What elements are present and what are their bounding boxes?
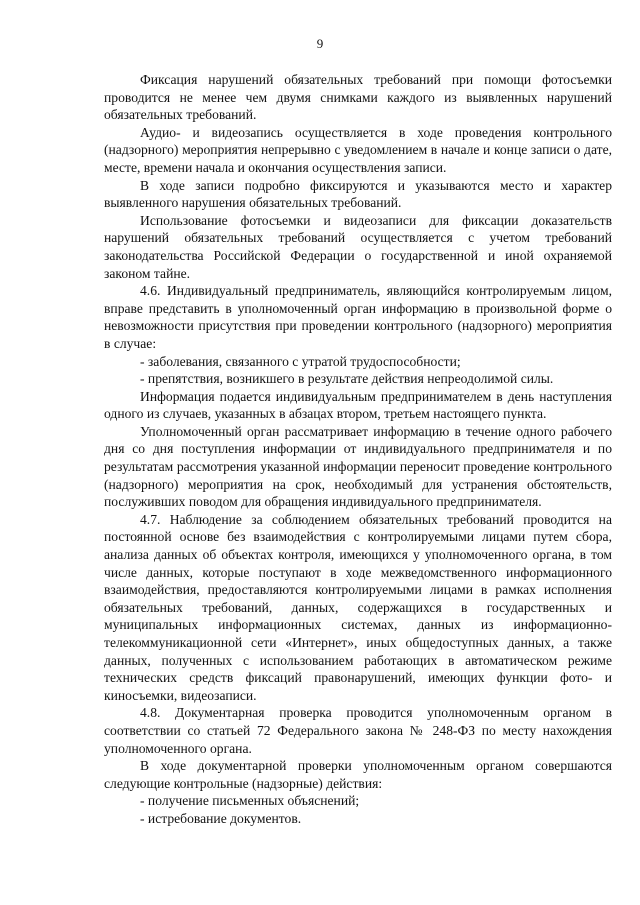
- document-body: [104, 71, 612, 828]
- list-item-force-majeure: - препятствия, возникшего в результате действия непреодолимой силы.: [140, 371, 554, 387]
- paragraph-information-submission: Информация подается индивидуальным предпринимателем в день наступления одного из случаев, указанных в абзацах втором, третьем настоящего пункта.: [104, 388, 612, 422]
- list-item-document-request: - истребование документов.: [140, 810, 302, 826]
- paragraph-audio-video-recording: Аудио- и видеозапись осуществляется в ходе проведения контрольного (надзорного) мероприятия непрерывно с уведомлением в начале и конце записи о дате, месте, времени начала и окончания осуществления записи.: [104, 124, 612, 175]
- paragraph-4-7: 4.7. Наблюдение за соблюдением обязательных требований проводится на постоянной основе без взаимодействия с контролируемыми лицами путем сбора, анализа данных об объектах контроля, имеющихся у уполномоченного органа, в том числе данных, которые поступают в ходе межведомственного информационного взаимодействия, предоставляются контролируемыми лицами в рамках исполнения обязательных требований, данных, содержащихся в государственных и муниципальных информационных системах, данных из информационно-телекоммуникационной сети «Интернет», иных общедоступных данных, а также данных, полученных с использованием работающих в автоматическом режиме технических средств фиксаций правонарушений, имеющих функции фото- и киносъемки, видеозаписи.: [104, 511, 612, 703]
- paragraph-information-review: Уполномоченный орган рассматривает информацию в течение одного рабочего дня со дня поступления информации от индивидуального предпринимателя и по результатам рассмотрения указанной информации переносит проведение контрольного (надзорного) мероприятия на срок, необходимый для устранения обстоятельств, послуживших поводом для обращения индивидуального предпринимателя.: [104, 423, 612, 510]
- page-number: 9: [316, 36, 324, 51]
- paragraph-documentary-check-actions: В ходе документарной проверки уполномоченным органом совершаются следующие контрольные (надзорные) действия:: [104, 758, 612, 791]
- paragraph-4-6: 4.6. Индивидуальный предприниматель, являющийся контролируемым лицом, вправе представить в уполномоченный орган информацию в произвольной форме о невозможности присутствия при проведении контрольного (надзорного) мероприятия в случае:: [104, 283, 612, 351]
- list-item-written-explanations: - получение письменных объяснений;: [140, 793, 360, 809]
- paragraph-4-8: 4.8. Документарная проверка проводится уполномоченным органом в соответствии со статьей 72 Федерального закона № 248-ФЗ по месту нахождения уполномоченного органа.: [104, 705, 612, 756]
- paragraph-secrecy-requirements: Использование фотосъемки и видеозаписи для фиксации доказательств нарушений обязательных требований осуществляется с учетом требований законодательства Российской Федерации о государственной и иной охраняемой законом тайне.: [104, 212, 612, 281]
- paragraph-photo-fixation: Фиксация нарушений обязательных требований при помощи фотосъемки проводится не менее чем двумя снимками каждого из выявленных нарушений обязательных требований.: [104, 72, 612, 123]
- paragraph-record-details: В ходе записи подробно фиксируются и указываются место и характер выявленного нарушения обязательных требований.: [104, 177, 612, 211]
- list-item-illness: - заболевания, связанного с утратой трудоспособности;: [140, 353, 461, 369]
